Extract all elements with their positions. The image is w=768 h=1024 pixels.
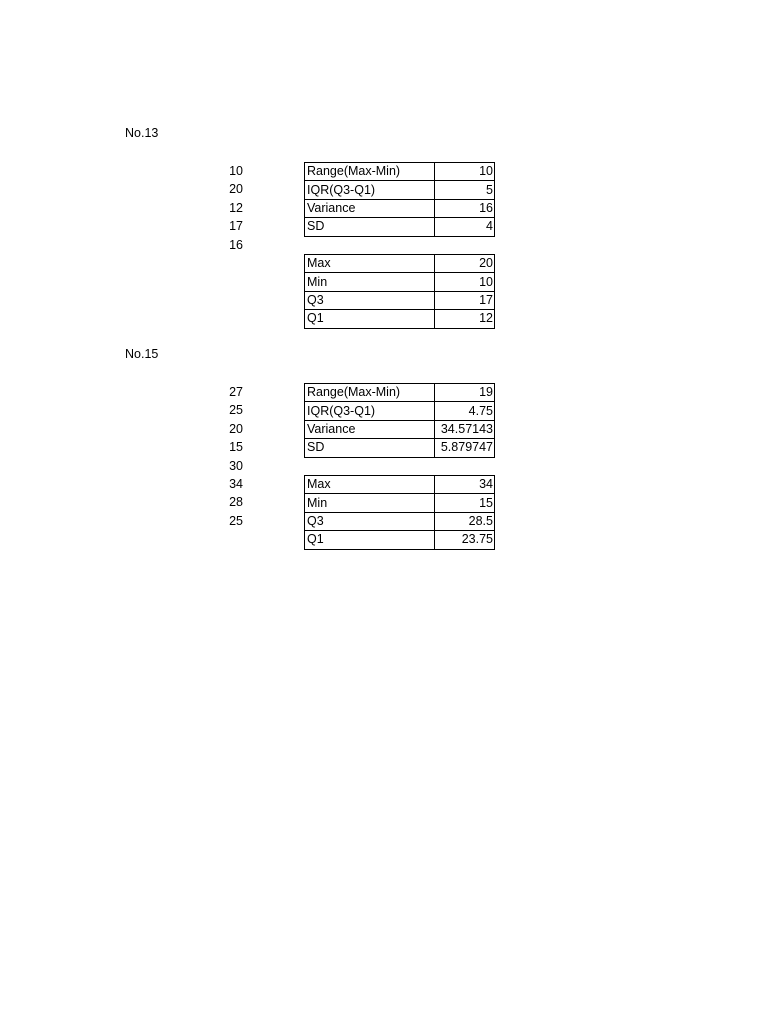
stat-value[interactable]: 5	[435, 181, 495, 199]
data-value[interactable]: 12	[229, 200, 243, 215]
data-value[interactable]: 25	[229, 513, 243, 528]
stat-label[interactable]: Variance	[305, 420, 435, 438]
stat-value[interactable]: 23.75	[435, 531, 495, 549]
stat-label[interactable]: Max	[305, 255, 435, 273]
stat-row-iqr	[305, 402, 495, 420]
stat-row-q3	[305, 291, 495, 309]
stat-value[interactable]: 19	[435, 384, 495, 402]
data-value[interactable]: 27	[229, 385, 243, 399]
stat-label[interactable]: Range(Max-Min)	[305, 163, 435, 181]
stat-label[interactable]: Max	[305, 476, 435, 494]
stat-value[interactable]: 34	[435, 476, 495, 494]
problem-title: No.15	[125, 347, 159, 361]
spread-stats-table	[304, 383, 495, 458]
data-values-list	[200, 162, 243, 254]
stat-row-q1	[305, 310, 495, 328]
stat-label[interactable]: IQR(Q3-Q1)	[305, 181, 435, 199]
stat-value[interactable]: 15	[435, 494, 495, 512]
data-value[interactable]: 34	[229, 476, 243, 491]
data-value[interactable]: 15	[229, 440, 243, 455]
stat-label[interactable]: Q1	[305, 310, 435, 328]
stat-value[interactable]: 17	[435, 291, 495, 309]
stat-label[interactable]: Range(Max-Min)	[305, 384, 435, 402]
stat-label[interactable]: Q3	[305, 512, 435, 530]
stat-label[interactable]: Min	[305, 273, 435, 291]
stat-row-max	[305, 476, 495, 494]
stat-label[interactable]: Min	[305, 494, 435, 512]
data-value[interactable]: 17	[229, 219, 243, 234]
stat-value[interactable]: 4	[435, 218, 495, 236]
stat-label[interactable]: SD	[305, 218, 435, 236]
stat-row-sd	[305, 218, 495, 236]
stat-value[interactable]: 12	[435, 310, 495, 328]
data-value[interactable]: 30	[229, 458, 243, 473]
stat-row-sd	[305, 439, 495, 457]
stat-row-variance	[305, 420, 495, 438]
data-value[interactable]: 10	[229, 164, 243, 178]
stat-value[interactable]: 34.57143	[435, 420, 495, 438]
stat-value[interactable]: 16	[435, 199, 495, 217]
stat-value[interactable]: 5.879747	[435, 439, 495, 457]
problem-title: No.13	[125, 126, 159, 140]
stat-row-min	[305, 494, 495, 512]
stat-label[interactable]: SD	[305, 439, 435, 457]
stat-row-min	[305, 273, 495, 291]
quartile-stats-table	[304, 254, 495, 329]
stat-value[interactable]: 20	[435, 255, 495, 273]
stat-row-q1	[305, 531, 495, 549]
stat-value[interactable]: 10	[435, 273, 495, 291]
stat-row-range	[305, 384, 495, 402]
data-value[interactable]: 20	[229, 421, 243, 436]
stat-value[interactable]: 4.75	[435, 402, 495, 420]
stat-label[interactable]: Q1	[305, 531, 435, 549]
stat-row-q3	[305, 512, 495, 530]
spread-stats-table	[304, 162, 495, 237]
stat-label[interactable]: Variance	[305, 199, 435, 217]
stat-value[interactable]: 28.5	[435, 512, 495, 530]
stat-value[interactable]: 10	[435, 163, 495, 181]
stat-label[interactable]: Q3	[305, 291, 435, 309]
stat-row-iqr	[305, 181, 495, 199]
quartile-stats-table	[304, 475, 495, 550]
data-value[interactable]: 16	[229, 237, 243, 252]
data-value[interactable]: 25	[229, 403, 243, 418]
stat-label[interactable]: IQR(Q3-Q1)	[305, 402, 435, 420]
data-value[interactable]: 20	[229, 182, 243, 197]
data-value[interactable]: 28	[229, 495, 243, 510]
data-values-list	[200, 383, 243, 530]
stat-row-max	[305, 255, 495, 273]
stat-row-range	[305, 163, 495, 181]
stat-row-variance	[305, 199, 495, 217]
